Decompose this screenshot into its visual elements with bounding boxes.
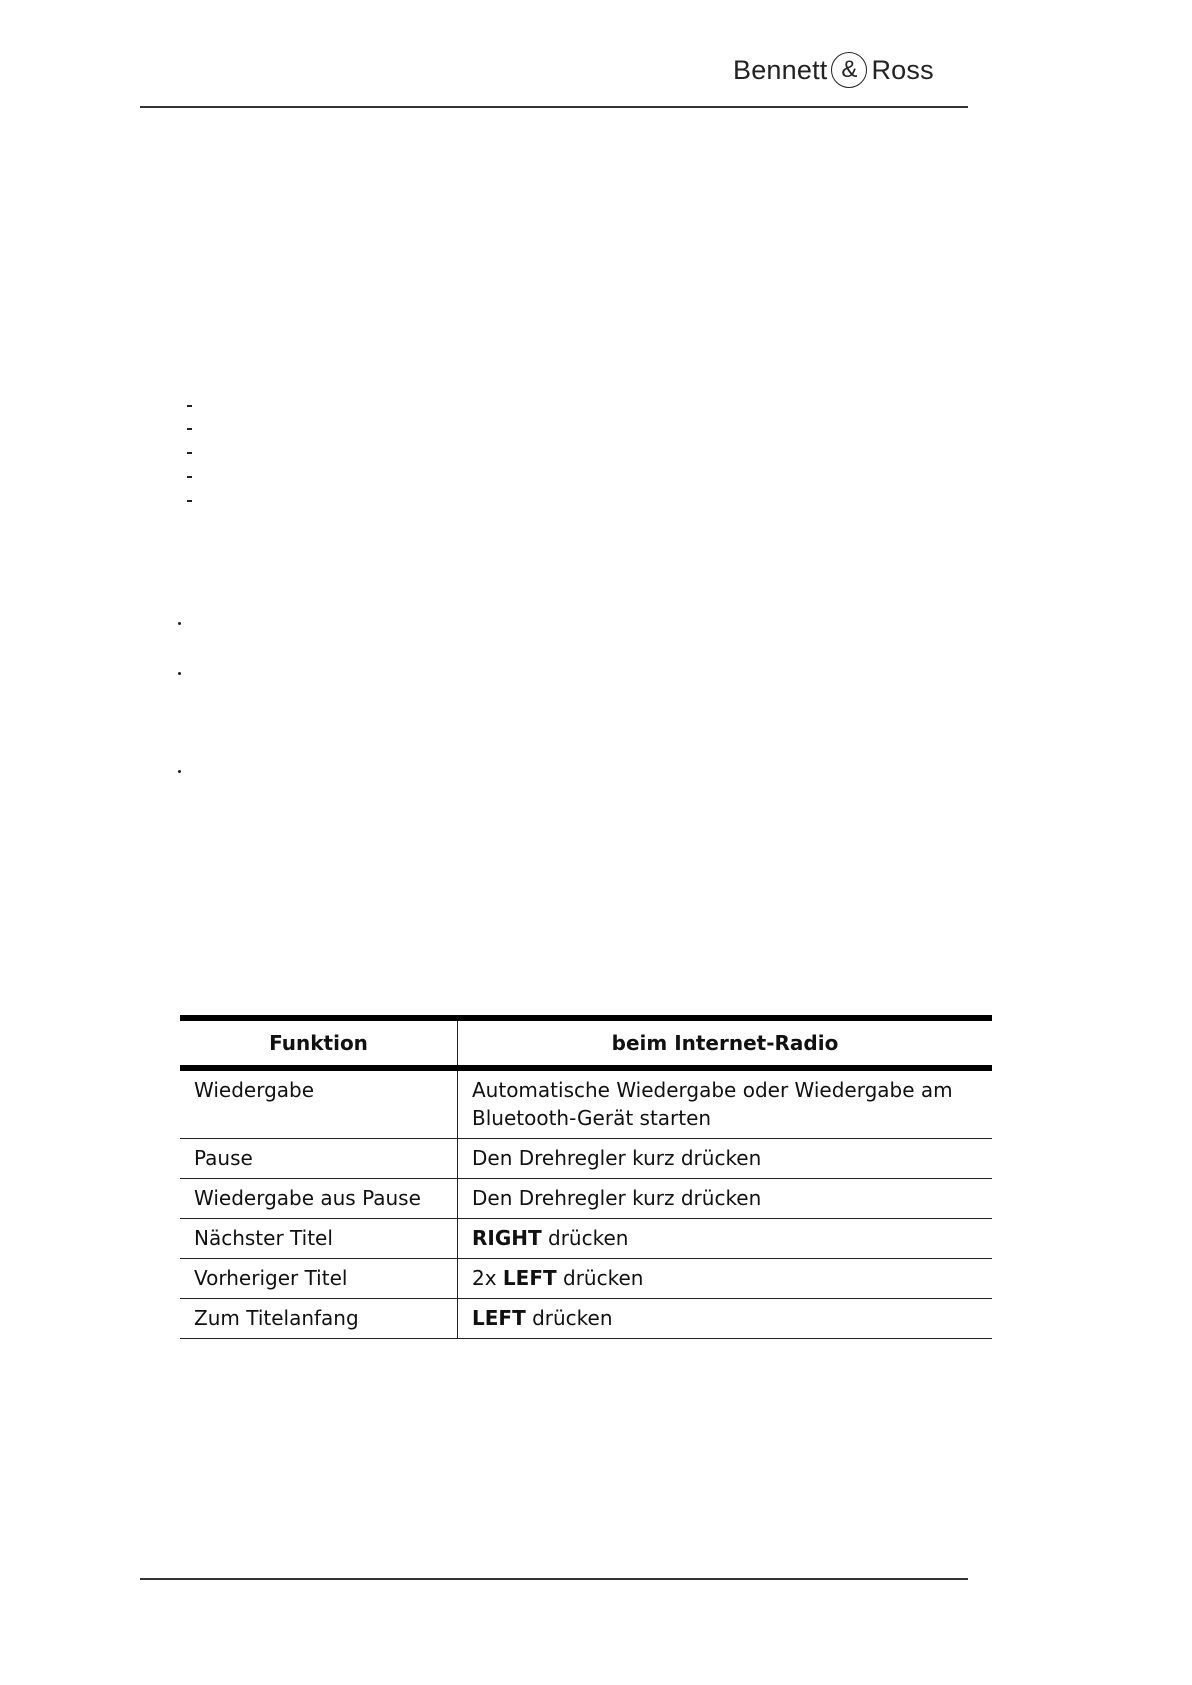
action-cell xyxy=(458,1299,993,1339)
function-cell: Wiedergabe xyxy=(180,1068,458,1139)
function-cell: Zum Titelanfang xyxy=(180,1299,458,1339)
dot-bullet xyxy=(178,770,181,773)
table-row xyxy=(180,1179,992,1219)
table-row xyxy=(180,1068,992,1139)
action-cell xyxy=(458,1068,993,1139)
table-row xyxy=(180,1139,992,1179)
dash-bullet xyxy=(187,476,192,478)
dash-bullet xyxy=(187,405,192,407)
function-cell: Pause xyxy=(180,1139,458,1179)
key-label: RIGHT xyxy=(472,1226,542,1250)
action-prefix: 2x xyxy=(472,1266,503,1290)
action-cell xyxy=(458,1219,993,1259)
function-cell: Nächster Titel xyxy=(180,1219,458,1259)
action-text: Den Drehregler kurz drücken xyxy=(472,1146,762,1170)
table-row xyxy=(180,1299,992,1339)
brand-logo xyxy=(733,52,934,88)
action-text: drücken xyxy=(556,1266,644,1290)
dash-bullet xyxy=(187,500,192,502)
action-cell xyxy=(458,1139,993,1179)
dash-bullet xyxy=(187,452,192,454)
header-divider xyxy=(140,106,968,108)
function-table xyxy=(180,1015,992,1339)
action-text: drücken xyxy=(525,1306,613,1330)
table-header-row xyxy=(180,1018,992,1068)
action-text: Den Drehregler kurz drücken xyxy=(472,1186,762,1210)
dot-bullet xyxy=(178,622,181,625)
footer-divider xyxy=(140,1578,968,1580)
dash-bullet xyxy=(187,428,192,430)
column-header-function: Funktion xyxy=(180,1018,458,1068)
key-label: LEFT xyxy=(502,1266,557,1290)
brand-name-right: Ross xyxy=(871,54,934,85)
function-cell: Wiedergabe aus Pause xyxy=(180,1179,458,1219)
brand-name-left: Bennett xyxy=(733,54,828,85)
table-row xyxy=(180,1259,992,1299)
dot-bullet xyxy=(178,672,181,675)
action-cell xyxy=(458,1259,993,1299)
action-text: drücken xyxy=(541,1226,629,1250)
column-header-internet-radio: beim Internet-Radio xyxy=(611,1031,839,1055)
function-cell: Vorheriger Titel xyxy=(180,1259,458,1299)
key-label: LEFT xyxy=(472,1306,526,1330)
table-row xyxy=(180,1219,992,1259)
ampersand-circle-icon: & xyxy=(831,52,867,88)
action-cell xyxy=(458,1179,993,1219)
action-text: Automatische Wiedergabe oder Wiedergabe am Bluetooth-Gerät starten xyxy=(472,1078,953,1130)
